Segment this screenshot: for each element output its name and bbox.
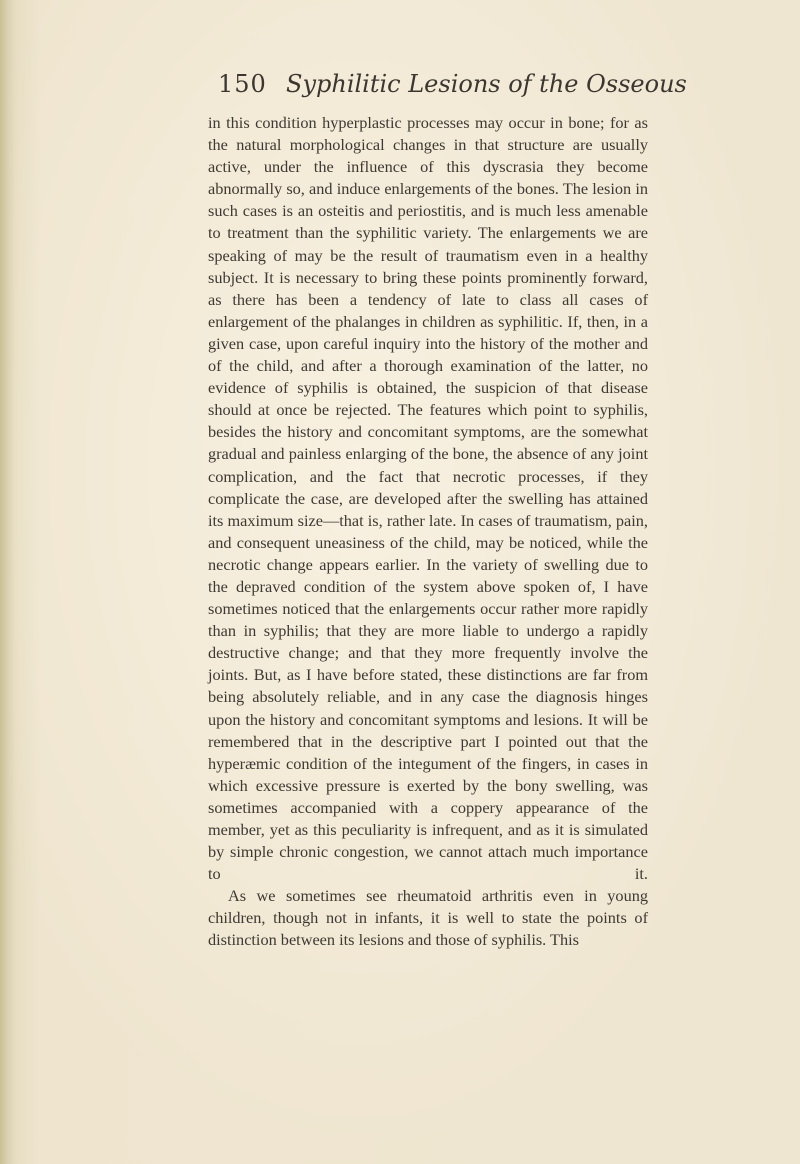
body-text [208,112,648,952]
page-header [218,70,687,110]
binding-edge [0,0,14,1164]
running-title: Syphilitic Lesions of the Osseous [286,70,687,98]
page-number: 150 [218,70,267,98]
paragraph-rheumatoid-arthritis: As we sometimes see rheumatoid arthritis even in young children, though not in infants, it is well to state the points of distinction between its lesions and those of syphilis. This [208,886,648,950]
paragraph-continuation: in this condition hyperplastic processes may occur in bone; for as the natural morphological changes in that structure are usually active, under the influence of this dyscrasia they become abnormally so, and induce enlargements of the bones. The lesion in such cases is an osteitis and periostitis, and is much less amenable to treatment than the syphilitic variety. The enlargements we are speaking of may be the result of traumatism even in a healthy subject. It is necessary to bring these points prominently forward, as there has been a tendency of late to class all cases of enlargement of the phalanges in children as syphilitic. If, then, in a given case, upon careful inquiry into the history of the mother and of the child, and after a thorough examination of the latter, no evidence of syphilis is obtained, the suspicion of that disease should at once be rejected. The features which point to syphilis, besides the history and concomitant symptoms, are the somewhat gradual and painless enlarging of the bone, the absence of any joint complication, and the fact that necrotic processes, if they complicate the case, are developed after the swelling has attained its maximum size—that is, rather late. In cases of traumatism, pain, and consequent uneasiness of the child, may be noticed, while the necrotic change appears earlier. In the variety of swelling due to the depraved condition of the system above spoken of, I have sometimes noticed that the enlargements occur rather more rapidly than in syphilis; that they are more liable to undergo a rapidly destructive change; and that they more frequently involve the joints. But, as I have before stated, these distinctions are far from being absolutely reliable, and in any case the diagnosis hinges upon the history and concomitant symptoms and lesions. It will be remembered that in the descriptive part I pointed out that the hyperæmic condition of the integument of the fingers, in cases in which excessive pressure is exerted by the bony swelling, was sometimes accompanied with a coppery appearance of the member, yet as this peculiarity is infrequent, and as it is simulated by simple chronic congestion, we cannot attach much importance to it. [208,113,648,884]
